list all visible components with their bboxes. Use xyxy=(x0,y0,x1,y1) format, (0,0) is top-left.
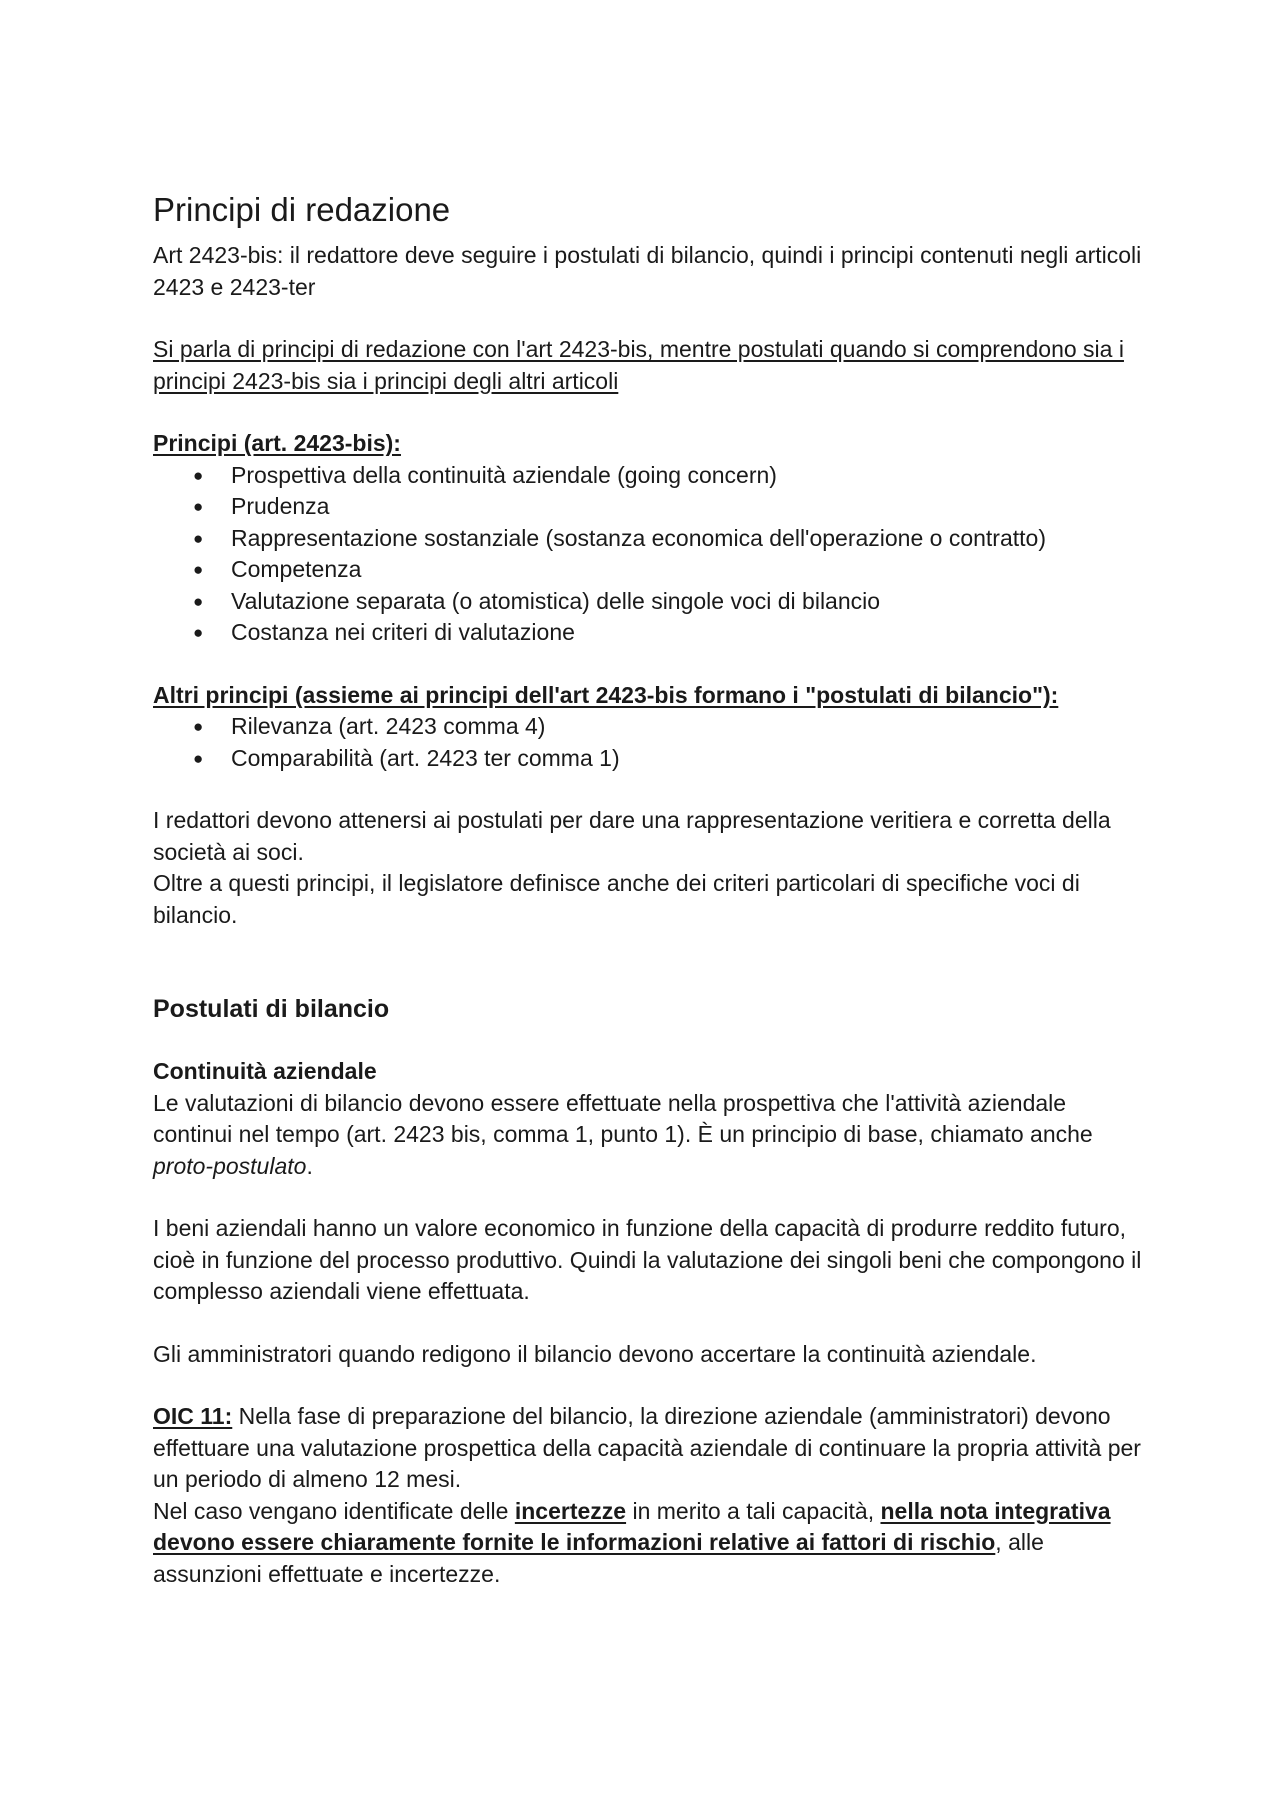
bullet-icon: ● xyxy=(193,591,204,611)
bullet-icon: ● xyxy=(193,560,204,579)
principles-heading: Principi (art. 2423-bis): xyxy=(153,430,401,456)
bullet-icon: ● xyxy=(193,748,204,768)
bullet-icon: ● xyxy=(193,623,204,642)
incertezze-paragraph: Nel caso vengano identificate delle incertezze in merito a tali capacità, nella nota integrativa devono essere chiaramente fornite le informazioni relative ai fattori di rischio, alle assunzioni effettuate e incertezze. xyxy=(153,1497,1111,1587)
intro-paragraph: Art 2423-bis: il redattore deve seguire i postulati di bilancio, quindi i principi contenuti negli articoli 2423 e 2423-ter xyxy=(153,242,1142,300)
document-page xyxy=(153,190,1143,1590)
page-title: Principi di redazione xyxy=(153,191,451,228)
continuita-paragraph-2: I beni aziendali hanno un valore economico in funzione della capacità di produrre reddito futuro, cioè in funzione del processo produttivo. Quindi la valutazione dei singoli beni che compongono il complesso aziendali viene effettuata. xyxy=(153,1215,1142,1304)
closing-paragraph-1: I redattori devono attenersi ai postulati per dare una rappresentazione veritiera e corretta della società ai soci. xyxy=(153,807,1111,865)
list-item: ● Rappresentazione sostanziale (sostanza economica dell'operazione o contratto) xyxy=(153,523,1143,555)
list-item: ● Competenza xyxy=(153,554,1143,586)
other-principles-heading: Altri principi (assieme ai principi dell'art 2423-bis formano i "postulati di bilancio"): xyxy=(153,681,1059,708)
oic-paragraph: OIC 11: Nella fase di preparazione del bilancio, la direzione aziendale (amministratori) devono effettuare una valutazione prospettica della capacità aziendale di continuare la propria attività per un periodo di almeno 12 mesi. xyxy=(153,1403,1141,1492)
subsection-heading-continuita: Continuità aziendale xyxy=(153,1058,377,1084)
continuita-paragraph-1: Le valutazioni di bilancio devono essere effettuate nella prospettiva che l'attività aziendale continui nel tempo (art. 2423 bis, comma 1, punto 1). È un principio di base, chiamato anche proto-postulato. xyxy=(153,1089,1093,1179)
oic-label: OIC 11: xyxy=(153,1403,233,1429)
continuita-paragraph-3: Gli amministratori quando redigono il bilancio devono accertare la continuità aziendale. xyxy=(153,1340,1037,1367)
bullet-icon: ● xyxy=(193,717,204,736)
section-heading-postulati: Postulati di bilancio xyxy=(153,995,390,1023)
list-item: ● Prudenza xyxy=(153,491,1143,523)
bullet-icon: ● xyxy=(193,465,204,485)
bullet-icon: ● xyxy=(193,497,204,516)
list-item: ● Comparabilità (art. 2423 ter comma 1) xyxy=(153,743,1143,775)
bullet-icon: ● xyxy=(193,528,204,548)
principles-list xyxy=(153,460,1143,649)
closing-paragraph-2: Oltre a questi principi, il legislatore definisce anche dei criteri particolari di specifiche voci di bilancio. xyxy=(153,870,1080,928)
underlined-note: Si parla di principi di redazione con l'art 2423-bis, mentre postulati quando si comprendono sia i principi 2423-bis sia i principi degli altri articoli xyxy=(153,336,1124,394)
other-principles-list xyxy=(153,711,1143,774)
list-item: ● Prospettiva della continuità aziendale (going concern) xyxy=(153,460,1143,492)
list-item: ● Valutazione separata (o atomistica) delle singole voci di bilancio xyxy=(153,586,1143,618)
list-item: ● Costanza nei criteri di valutazione xyxy=(153,617,1143,649)
list-item: ● Rilevanza (art. 2423 comma 4) xyxy=(153,711,1143,743)
